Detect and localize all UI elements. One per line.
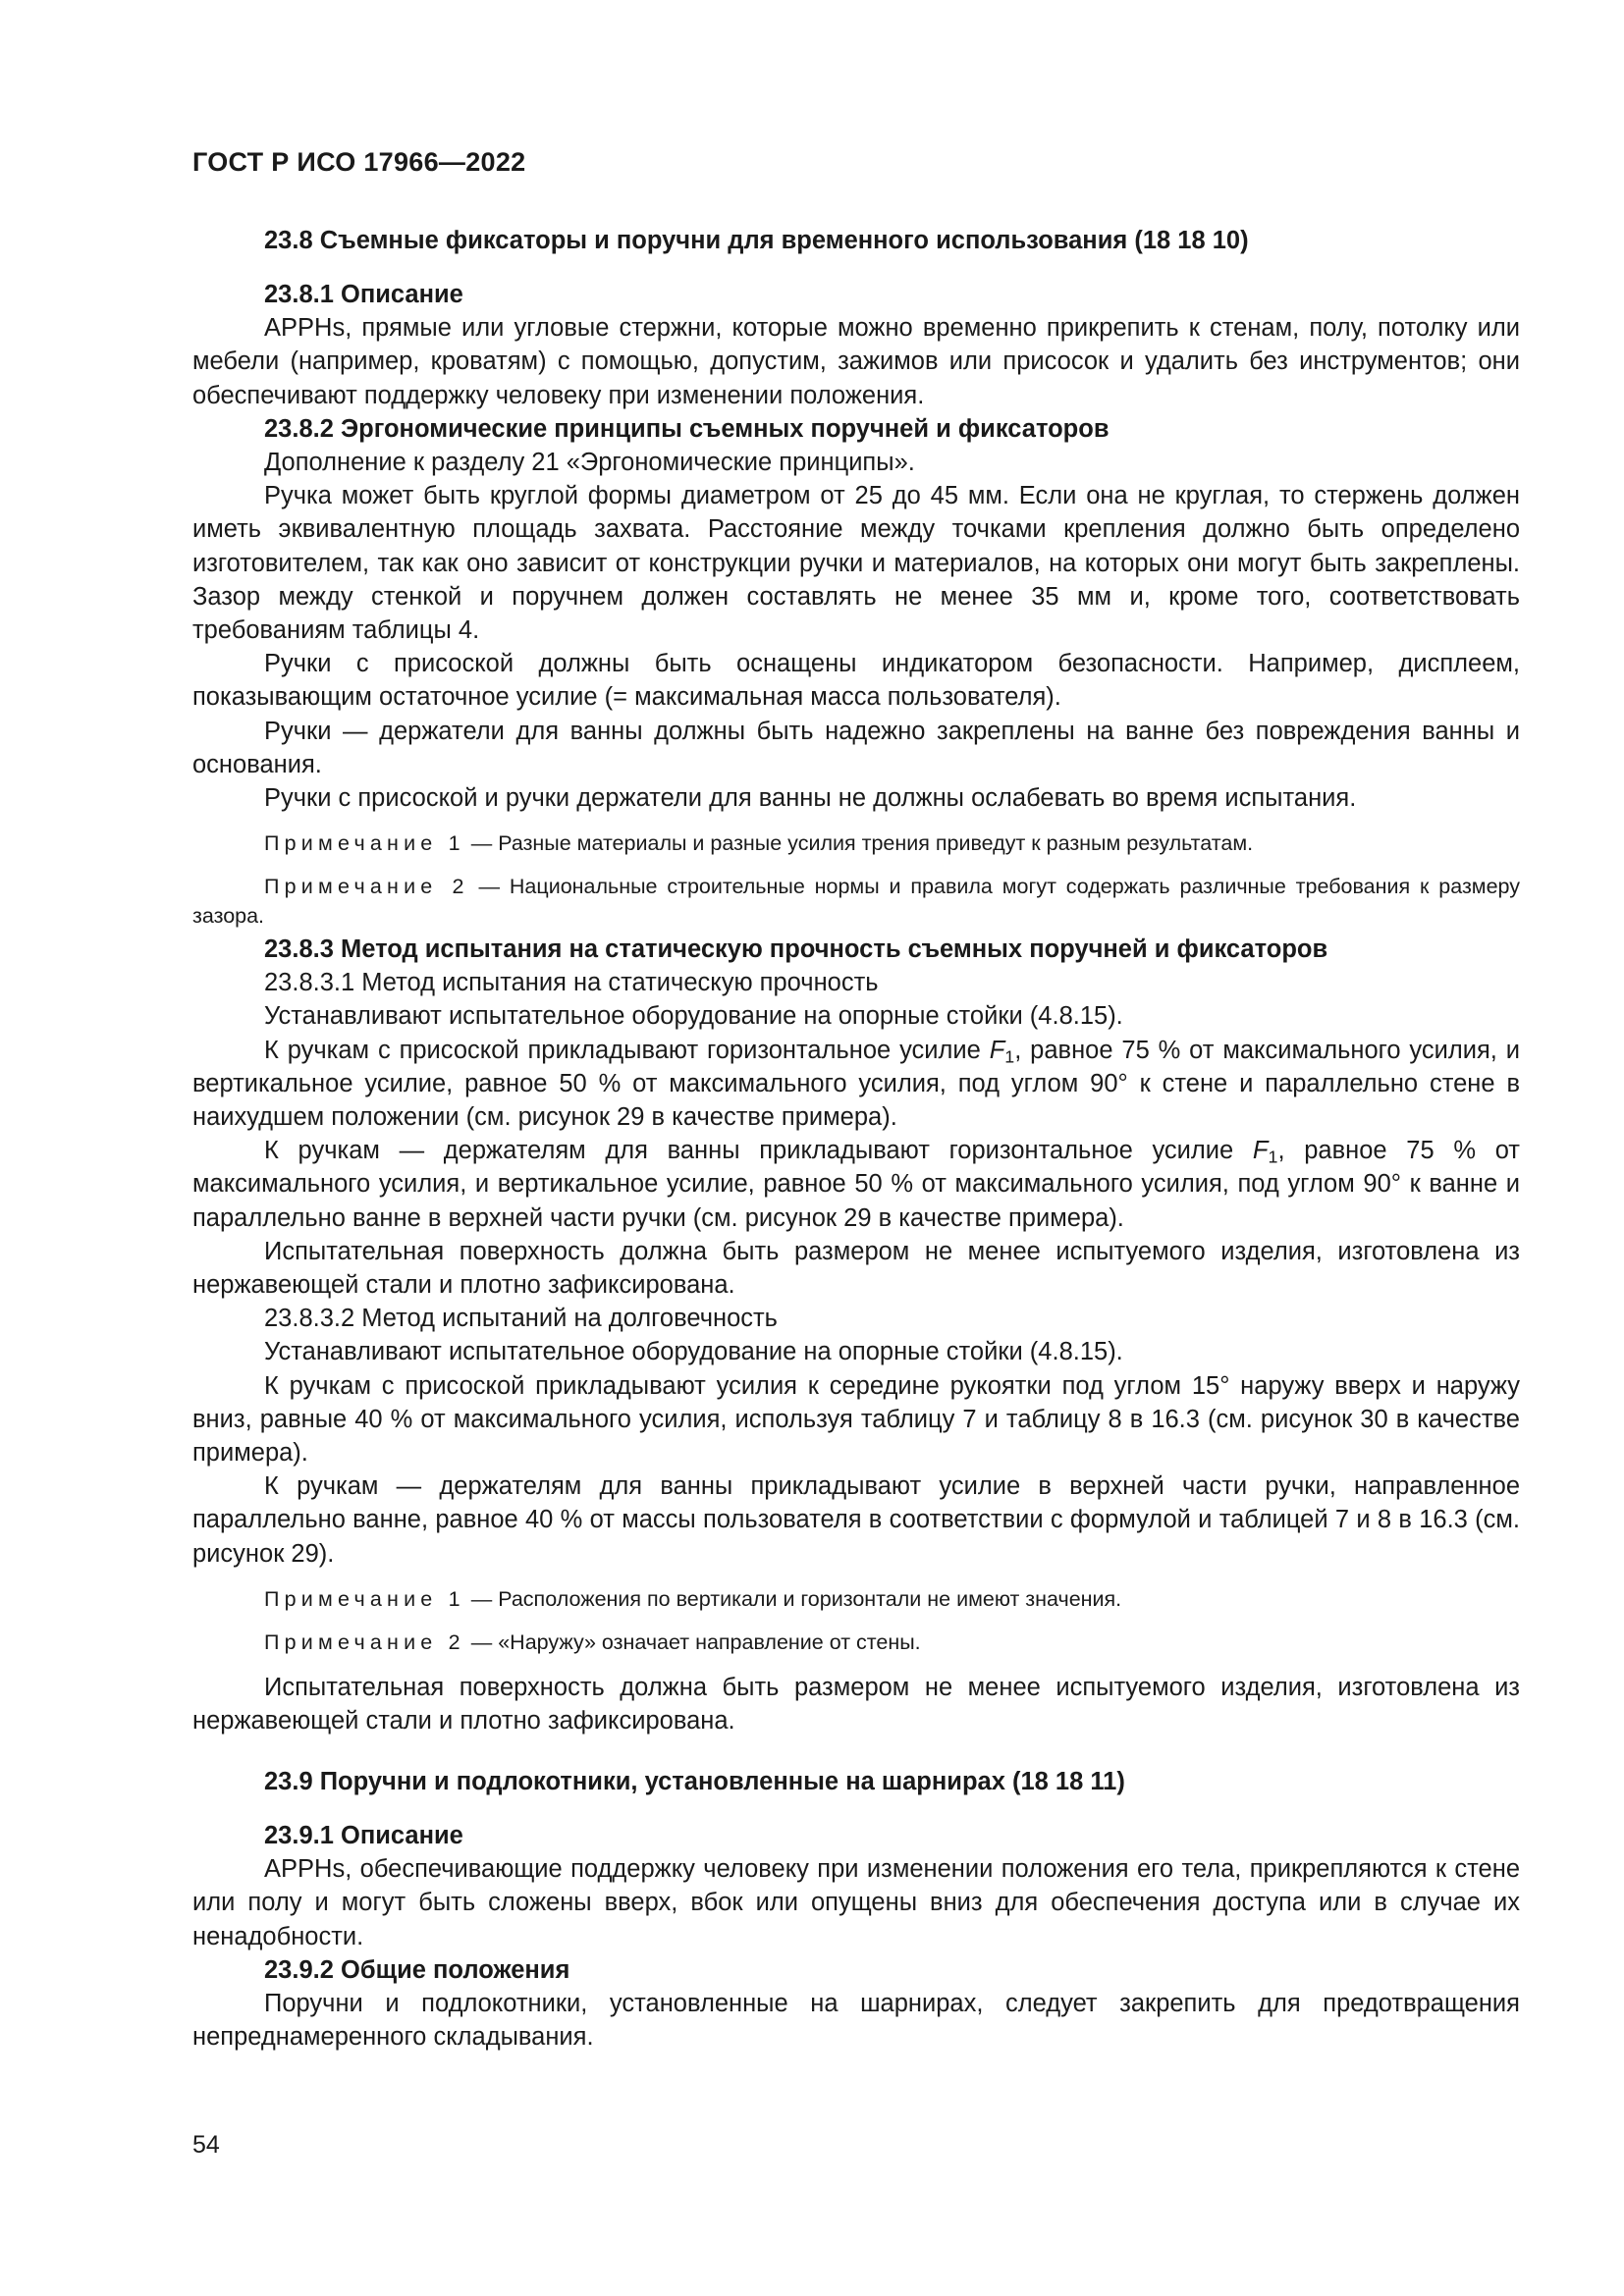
note (192, 828, 1520, 858)
text-run: К ручкам — держателям для ванны прикладывают горизонтальное усилие (264, 1137, 1253, 1165)
force-variable: F (1252, 1137, 1269, 1165)
section-23-9-1-title: 23.9.1 Описание (264, 1822, 463, 1849)
paragraph: Устанавливают испытательное оборудование на опорные стойки (4.8.15). (264, 1002, 1123, 1031)
paragraph: Устанавливают испытательное оборудование на опорные стойки (4.8.15). (264, 1338, 1123, 1366)
paragraph (192, 1034, 1520, 1135)
paragraph: К ручкам — держателям для ванны прикладывают усилие в верхней части ручки, направленное параллельно ванне, равное 40 % от массы пользователя в соответствии с формулой и таблицей 7 и 8 в 16.3 (см. рисунок 29). (192, 1472, 1520, 1568)
note-text: — Национальные строительные нормы и правила могут содержать различные требования к размеру зазора. (192, 875, 1521, 929)
note-text: — Расположения по вертикали и горизонтали не имеют значения. (464, 1586, 1122, 1611)
section-23-8-1 (192, 278, 1520, 931)
page-number: 54 (192, 2131, 220, 2159)
text-run: , равное 75 % от максимального усилия, и вертикальное усилие, равное 50 % от максимального усилия, под углом 90° к стене и параллельно стене в наихудшем положении (см. рисунок 29 в качестве примера). (192, 1036, 1520, 1132)
paragraph (192, 1134, 1520, 1235)
section-23-8-title: 23.8 Съемные фиксаторы и поручни для временного использования (18 18 10) (264, 227, 1249, 254)
section-23-9-2-title: 23.9.2 Общие положения (264, 1955, 570, 1984)
paragraph: Испытательная поверхность должна быть размером не менее испытуемого изделия, изготовлена из нержавеющей стали и плотно зафиксирована. (192, 1673, 1520, 1735)
text-run: К ручкам с присоской прикладывают горизонтальное усилие (264, 1036, 990, 1064)
section-23-8-2-title: 23.8.2 Эргономические принципы съемных поручней и фиксаторов (264, 414, 1110, 443)
paragraph: Ручки — держатели для ванны должны быть надежно закреплены на ванне без повреждения ванны и основания. (192, 717, 1520, 778)
section-23-8-3 (192, 933, 1520, 1737)
note-text: — Разные материалы и разные усилия трения приведут к разным результатам. (464, 831, 1254, 856)
note-label: Примечание 1 (264, 1586, 465, 1611)
note (192, 1628, 1520, 1657)
section-23-9-1 (192, 1819, 1520, 2054)
paragraph: Ручки с присоской и ручки держатели для ванны не должны ослабевать во время испытания. (264, 784, 1357, 813)
note-label: Примечание 1 (264, 831, 465, 856)
note-label: Примечание 2 (264, 875, 469, 899)
paragraph: К ручкам с присоской прикладывают усилия к середине рукоятки под углом 15° наружу вверх и наружу вниз, равные 40 % от максимального усилия, используя таблицу 7 и таблицу 8 в 16.3 (см. рисунок 30 в качестве примера). (192, 1371, 1520, 1468)
subsection-23-8-3-1-title: 23.8.3.1 Метод испытания на статическую прочность (264, 969, 879, 997)
note (192, 1584, 1520, 1614)
standard-header: ГОСТ Р ИСО 17966—2022 (192, 147, 526, 177)
note-text: — «Наружу» означает направление от стены. (464, 1629, 921, 1654)
section-23-8-3-title: 23.8.3 Метод испытания на статическую прочность съемных поручней и фиксаторов (264, 935, 1328, 963)
force-subscript: 1 (1004, 1046, 1015, 1067)
force-variable: F (989, 1036, 1005, 1064)
paragraph: APPHs, прямые или угловые стержни, которые можно временно прикрепить к стенам, полу, потолку или мебели (например, кроватям) с помощью, допустим, зажимов или присосок и удалить без инструментов; они обеспечивают поддержку человеку при изменении положения. (192, 314, 1520, 409)
section-23-8-1-title: 23.8.1 Описание (264, 281, 463, 308)
note (192, 872, 1520, 931)
force-subscript: 1 (1268, 1147, 1278, 1167)
paragraph: Испытательная поверхность должна быть размером не менее испытуемого изделия, изготовлена из нержавеющей стали и плотно зафиксирована. (192, 1237, 1520, 1300)
paragraph: Ручки с присоской должны быть оснащены индикатором безопасности. Например, дисплеем, показывающим остаточное усилие (= максимальная масса пользователя). (192, 650, 1520, 712)
paragraph: Дополнение к разделу 21 «Эргономические принципы». (264, 449, 915, 477)
paragraph: Ручка может быть круглой формы диаметром от 25 до 45 мм. Если она не круглая, то стержень должен иметь эквивалентную площадь захвата. Расстояние между точками крепления должно быть определено изготовителем, так как оно зависит от конструкции ручки и материалов, на которых они могут быть закреплены. Зазор между стенкой и поручнем должен составлять не менее 35 мм и, кроме того, соответствовать требованиям таблицы 4. (192, 482, 1520, 645)
subsection-23-8-3-2-title: 23.8.3.2 Метод испытаний на долговечность (264, 1305, 778, 1333)
paragraph: APPHs, обеспечивающие поддержку человеку при изменении положения его тела, прикрепляются к стене или полу и могут быть сложены вверх, вбок или опущены вниз для обеспечения доступа или в случае их ненадобности. (192, 1855, 1520, 1950)
text-run: , равное 75 % от максимального усилия, и вертикальное усилие, равное 50 % от максимального усилия, под углом 90° к ванне и параллельно ванне в верхней части ручки (см. рисунок 29 в качестве примера). (192, 1137, 1520, 1232)
note-label: Примечание 2 (264, 1629, 465, 1654)
section-23-9-title: 23.9 Поручни и подлокотники, установленные на шарнирах (18 18 11) (264, 1768, 1125, 1795)
paragraph: Поручни и подлокотники, установленные на шарнирах, следует закрепить для предотвращения непреднамеренного складывания. (192, 1990, 1520, 2052)
